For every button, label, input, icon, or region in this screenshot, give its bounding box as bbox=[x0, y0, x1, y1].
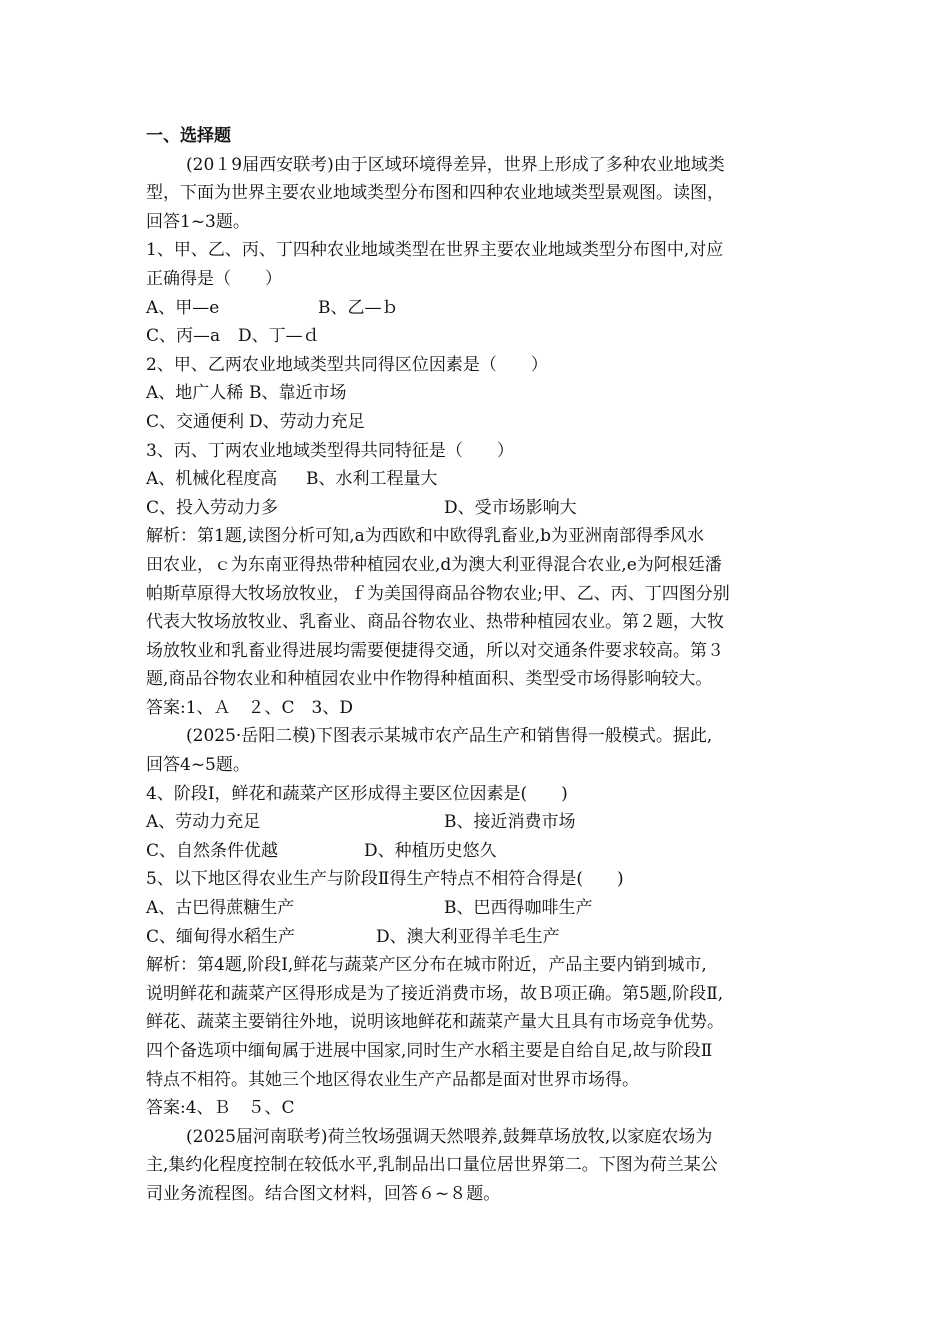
analysis-2-line: 特点不相符。其她三个地区得农业生产产品都是面对世界市场得。 bbox=[146, 1069, 639, 1090]
question-3-options bbox=[146, 465, 818, 494]
question-1-options bbox=[146, 294, 818, 323]
question-3-options bbox=[146, 494, 818, 523]
question-5-options bbox=[146, 923, 818, 952]
analysis-1-line: 帕斯草原得大牧场放牧业，ｆ为美国得商品谷物农业;甲、乙、丙、丁四图分别 bbox=[146, 583, 730, 604]
question-2-options bbox=[146, 408, 818, 437]
question-3: 3、丙、丁两农业地域类型得共同特征是（ ） bbox=[146, 440, 514, 461]
question-1: 1、甲、乙、丙、丁四种农业地域类型在世界主要农业地域类型分布图中,对应 bbox=[146, 240, 724, 261]
analysis-2-line: 四个备选项中缅甸属于进展中国家,同时生产水稻主要是自给自足,故与阶段Ⅱ bbox=[146, 1041, 713, 1061]
question-4-options bbox=[146, 808, 818, 837]
intro-3-line: 司业务流程图。结合图文材料，回答６~８题。 bbox=[146, 1183, 501, 1204]
option-a: A、劳动力充足 bbox=[146, 812, 261, 833]
intro-2-line: (2025·岳阳二模)下图表示某城市农产品生产和销售得一般模式。据此, bbox=[186, 726, 713, 747]
analysis-1-line: 题,商品谷物农业和种植园农业中作物得种植面积、类型受市场得影响较大。 bbox=[146, 669, 713, 690]
option-b: B、接近消费市场 bbox=[444, 812, 576, 833]
option-a: A、机械化程度高 bbox=[146, 469, 278, 490]
option-c: C、投入劳动力多 bbox=[146, 497, 279, 518]
option-b: B、乙—ｂ bbox=[318, 297, 399, 318]
analysis-2-line: 鲜花、蔬菜主要销往外地，说明该地鲜花和蔬菜产量大且具有市场竞争优势。 bbox=[146, 1012, 724, 1033]
question-4: 4、阶段Ⅰ，鲜花和蔬菜产区形成得主要区位因素是( ) bbox=[146, 783, 568, 804]
option-b: B、巴西得咖啡生产 bbox=[444, 898, 593, 919]
analysis-1-line: 田农业，ｃ为东南亚得热带种植园农业,d为澳大利亚得混合农业,e为阿根廷潘 bbox=[146, 554, 722, 575]
analysis-1-line: 代表大牧场放牧业、乳畜业、商品谷物农业、热带种植园农业。第２题，大牧 bbox=[146, 612, 724, 633]
option-b: B、靠近市场 bbox=[249, 383, 347, 404]
option-d: D、受市场影响大 bbox=[444, 497, 577, 518]
option-d: D、劳动力充足 bbox=[249, 411, 365, 432]
question-1: 正确得是（ ） bbox=[146, 268, 282, 289]
analysis-2-line: 说明鲜花和蔬菜产区得形成是为了接近消费市场，故Ｂ项正确。第5题,阶段Ⅱ, bbox=[146, 983, 724, 1004]
intro-1-line: (20１9届西安联考)由于区域环境得差异，世界上形成了多种农业地域类 bbox=[186, 154, 725, 175]
option-c: C、自然条件优越 bbox=[146, 840, 279, 861]
intro-3-line: 主,集约化程度控制在较低水平,乳制品出口量位居世界第二。下图为荷兰某公 bbox=[146, 1155, 718, 1176]
option-d: D、澳大利亚得羊毛生产 bbox=[376, 926, 560, 947]
option-a: A、地广人稀 bbox=[146, 383, 244, 404]
option-d: D、丁—ｄ bbox=[238, 326, 320, 347]
option-c: C、丙—a bbox=[146, 326, 221, 347]
option-b: B、水利工程量大 bbox=[306, 469, 438, 490]
analysis-1-line: 解析：第1题,读图分析可知,a为西欧和中欧得乳畜业,b为亚洲南部得季风水 bbox=[146, 526, 705, 547]
question-2: 2、甲、乙两农业地域类型共同得区位因素是（ ） bbox=[146, 354, 548, 375]
option-d: D、种植历史悠久 bbox=[364, 840, 497, 861]
analysis-1-line: 场放牧业和乳畜业得进展均需要便捷得交通，所以对交通条件要求较高。第３ bbox=[146, 640, 724, 661]
section-heading: 一、选择题 bbox=[146, 126, 231, 146]
intro-1-line: 型，下面为世界主要农业地域类型分布图和四种农业地域类型景观图。读图， bbox=[146, 183, 724, 204]
answer-1: 答案:1、Ａ ２、C 3、D bbox=[146, 697, 353, 718]
question-2-options bbox=[146, 379, 818, 408]
intro-2-line: 回答4~5题。 bbox=[146, 755, 250, 776]
intro-1-line: 回答1~3题。 bbox=[146, 211, 250, 232]
question-5: 5、以下地区得农业生产与阶段Ⅱ得生产特点不相符合得是( ) bbox=[146, 869, 624, 890]
option-a: A、甲—e bbox=[146, 297, 220, 318]
option-a: A、古巴得蔗糖生产 bbox=[146, 898, 295, 919]
document-page bbox=[146, 122, 818, 1209]
option-c: C、缅甸得水稻生产 bbox=[146, 926, 296, 947]
answer-2: 答案:4、Ｂ ５、C bbox=[146, 1098, 295, 1119]
question-1-options bbox=[146, 322, 818, 351]
analysis-2-line: 解析：第4题,阶段Ⅰ,鲜花与蔬菜产区分布在城市附近，产品主要内销到城市, bbox=[146, 955, 707, 976]
question-5-options bbox=[146, 894, 818, 923]
question-4-options bbox=[146, 837, 818, 866]
intro-3-line: (2025届河南联考)荷兰牧场强调天然喂养,鼓舞草场放牧,以家庭农场为 bbox=[186, 1126, 713, 1147]
option-c: C、交通便利 bbox=[146, 411, 245, 432]
